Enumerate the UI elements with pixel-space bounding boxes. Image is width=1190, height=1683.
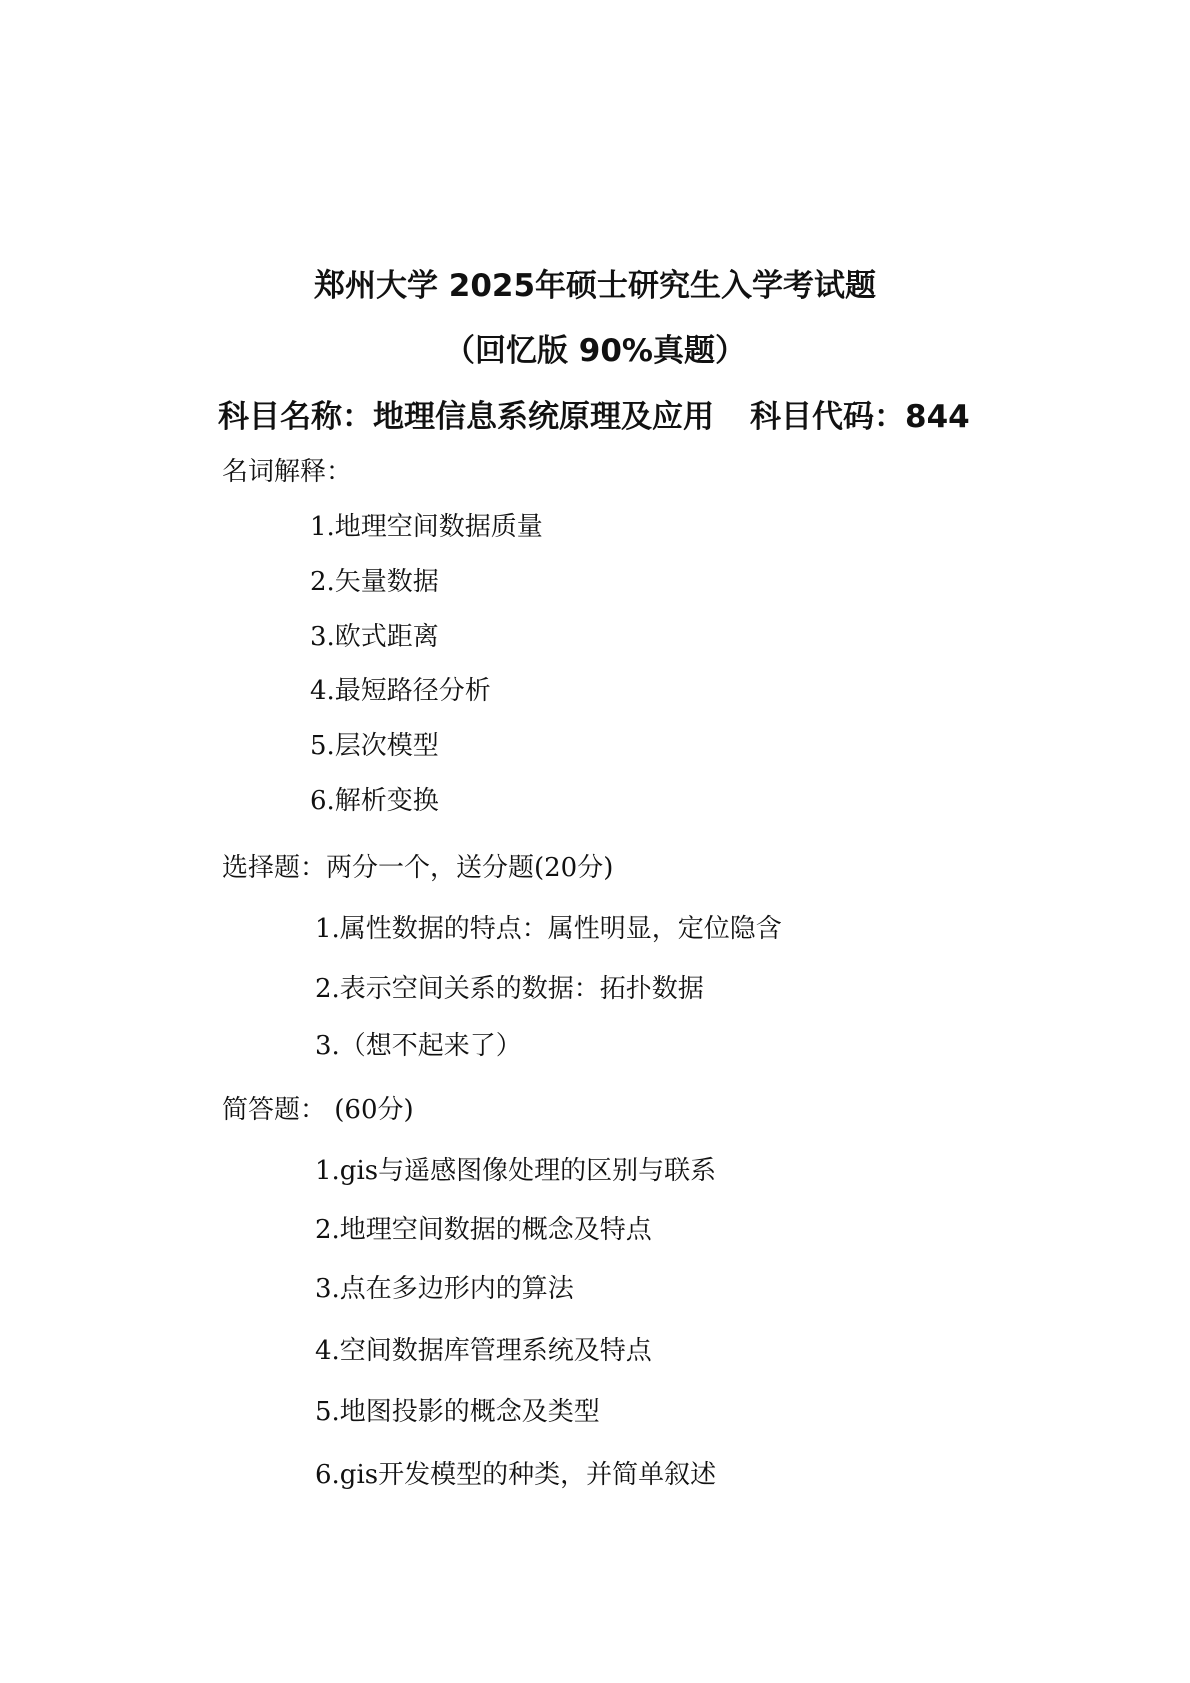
short-answer-item: 1.gis与遥感图像处理的区别与联系 — [315, 1156, 717, 1186]
term-item: 2.矢量数据 — [310, 567, 439, 597]
term-item: 1.地理空间数据质量 — [310, 512, 543, 542]
choice-item: 3.（想不起来了） — [315, 1031, 522, 1061]
short-answer-item: 5.地图投影的概念及类型 — [315, 1397, 600, 1427]
section-heading-terms: 名词解释： — [222, 457, 353, 487]
subject-code: 科目代码：844 — [750, 399, 970, 435]
short-answer-item: 6.gis开发模型的种类，并简单叙述 — [315, 1460, 717, 1490]
section-heading-choice: 选择题：两分一个，送分题(20分) — [222, 853, 614, 883]
choice-item: 1.属性数据的特点：属性明显，定位隐含 — [315, 914, 782, 944]
exam-subtitle: （回忆版 90%真题） — [444, 333, 746, 369]
term-item: 3.欧式距离 — [310, 622, 439, 652]
short-answer-item: 3.点在多边形内的算法 — [315, 1274, 574, 1304]
term-item: 5.层次模型 — [310, 731, 439, 761]
term-item: 4.最短路径分析 — [310, 676, 491, 706]
section-heading-short-answer: 简答题： (60分) — [222, 1095, 414, 1125]
exam-title: 郑州大学 2025年硕士研究生入学考试题 — [313, 268, 877, 304]
short-answer-item: 2.地理空间数据的概念及特点 — [315, 1215, 652, 1245]
subject-line — [218, 391, 970, 436]
choice-item: 2.表示空间关系的数据：拓扑数据 — [315, 974, 704, 1004]
term-item: 6.解析变换 — [310, 786, 439, 816]
subject-name: 科目名称：地理信息系统原理及应用 — [218, 399, 714, 435]
short-answer-item: 4.空间数据库管理系统及特点 — [315, 1336, 652, 1366]
